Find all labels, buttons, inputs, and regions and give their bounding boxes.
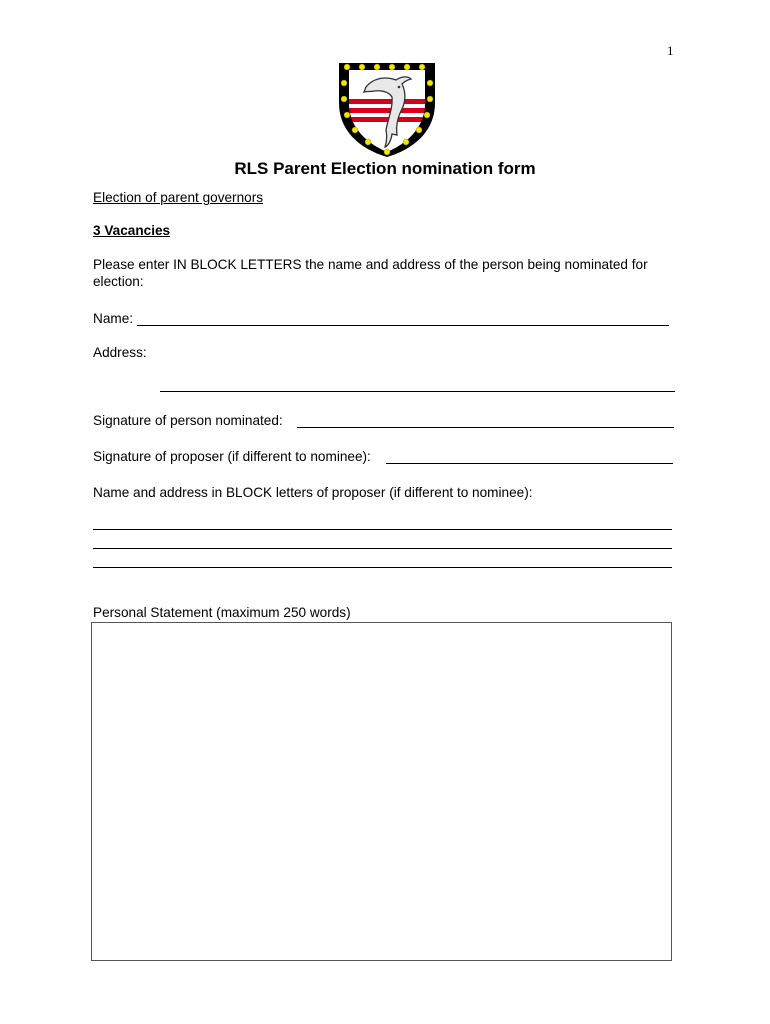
form-subtitle: Election of parent governors — [93, 190, 264, 205]
signature-nominee-line[interactable] — [297, 427, 674, 428]
signature-nominee-label: Signature of person nominated: — [93, 413, 283, 428]
address-field-line[interactable] — [160, 391, 675, 392]
name-field-line[interactable] — [137, 325, 669, 326]
proposer-line-3[interactable] — [93, 567, 672, 568]
address-label: Address: — [93, 345, 147, 360]
page-number: 1 — [667, 43, 674, 58]
personal-statement-label: Personal Statement (maximum 250 words) — [93, 605, 351, 620]
dolphin-crest-icon — [336, 61, 438, 157]
vacancies-heading: 3 Vacancies — [93, 223, 171, 238]
signature-proposer-label: Signature of proposer (if different to nominee): — [93, 449, 371, 464]
signature-proposer-line[interactable] — [386, 463, 673, 464]
personal-statement-box[interactable] — [91, 622, 672, 961]
proposer-block-label: Name and address in BLOCK letters of proposer (if different to nominee): — [93, 485, 533, 500]
proposer-line-1[interactable] — [93, 529, 672, 530]
instructions-line-1: Please enter IN BLOCK LETTERS the name and address of the person being nominated for — [93, 257, 648, 272]
form-title: RLS Parent Election nomination form — [234, 159, 536, 178]
proposer-line-2[interactable] — [93, 548, 672, 549]
instructions-line-2: election: — [93, 274, 144, 289]
name-label: Name: — [93, 311, 134, 326]
